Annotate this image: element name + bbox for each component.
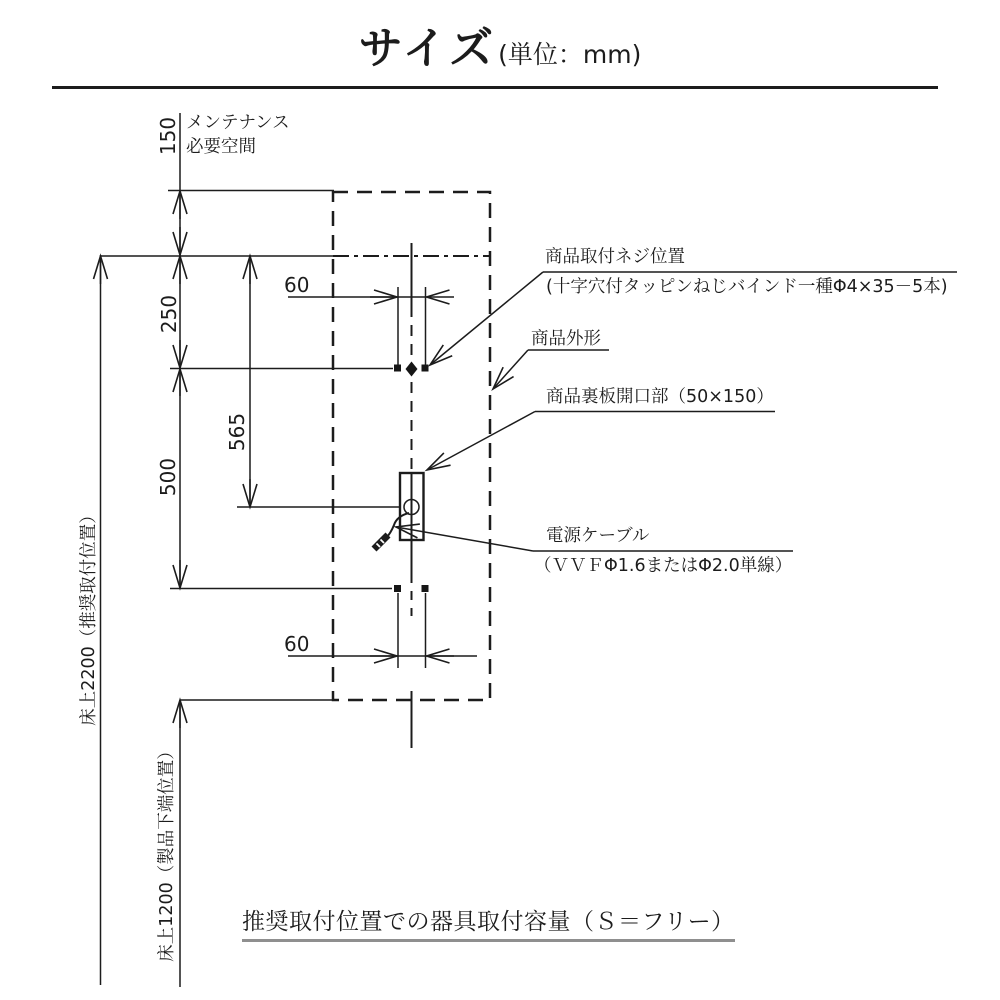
callout-power-cable: 電源ケーブル [546, 526, 650, 546]
dim-250-label: 250 [157, 294, 181, 334]
callout-product-outline: 商品外形 [531, 329, 601, 349]
floor-2200-label: 床上2200（推奨取付位置） [79, 506, 99, 726]
maintenance-note-line2: 必要空間 [186, 137, 256, 157]
callout-screw-position: 商品取付ネジ位置 [545, 247, 685, 267]
maintenance-note-line1: メンテナンス [186, 113, 290, 133]
center-line [333, 243, 490, 748]
floor-1200-label: 床上1200（製品下端位置） [157, 742, 177, 962]
dim-60-bottom-label: 60 [284, 632, 310, 656]
callout-screw-position-detail: (十字穴付タッピンねじバインド一種Φ4×35－5本) [546, 277, 948, 297]
dim-150-label: 150 [156, 116, 180, 156]
title-unit-text: (単位：mm) [498, 40, 642, 69]
callout-leaders [396, 272, 957, 551]
power-cable-drawing [374, 513, 409, 549]
dim-565-label: 565 [225, 412, 249, 452]
callout-power-cable-detail: （ＶＶＦΦ1.6またはΦ2.0単線） [534, 556, 793, 576]
dim-500-label: 500 [156, 457, 180, 497]
dim-60-top-label: 60 [284, 273, 310, 297]
title-text: サイズ [358, 23, 497, 74]
maintenance-note [186, 111, 290, 159]
callout-back-opening: 商品裏板開口部（50×150） [546, 387, 774, 407]
dimension-arrows [101, 191, 455, 728]
footer-caption: 推奨取付位置での器具取付容量（Ｓ＝フリー） [242, 903, 735, 942]
